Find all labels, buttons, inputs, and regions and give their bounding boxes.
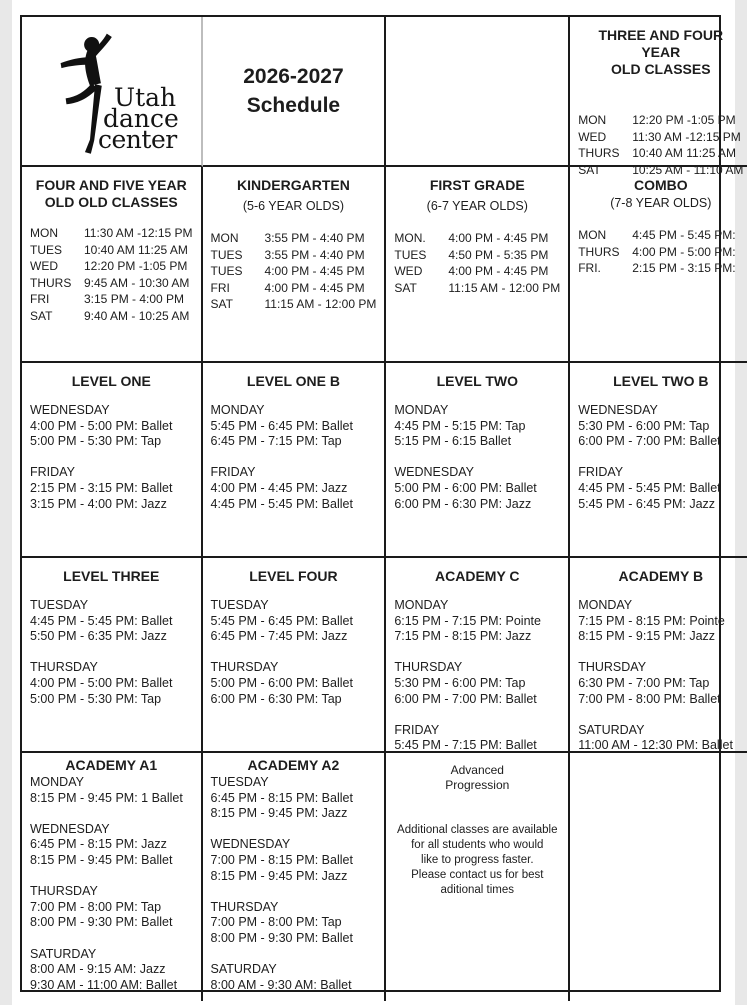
schedule-line: 8:00 AM - 9:30 AM: Ballet bbox=[210, 977, 352, 992]
advanced-title bbox=[388, 763, 566, 793]
cell-title: ACADEMY B bbox=[618, 568, 704, 584]
blank-line bbox=[394, 645, 560, 661]
entry-day: TUES bbox=[210, 247, 243, 262]
blank-line bbox=[30, 645, 193, 661]
cell-title bbox=[578, 27, 743, 78]
cell-title: LEVEL FOUR bbox=[249, 568, 338, 584]
entry-day: SAT bbox=[394, 280, 417, 295]
schedule-line: 4:45 PM - 5:15 PM: Tap bbox=[394, 418, 526, 433]
schedule-line: 7:15 PM - 8:15 PM: Pointe bbox=[578, 613, 725, 628]
schedule-line: THURSDAY bbox=[30, 660, 98, 675]
schedule-line: 8:15 PM - 9:45 PM: 1 Ballet bbox=[30, 790, 183, 805]
cell-logo bbox=[22, 17, 203, 167]
schedule-entry bbox=[578, 260, 743, 277]
entry-day: TUES bbox=[394, 247, 427, 262]
cell-level-one bbox=[22, 363, 203, 558]
schedule-entry bbox=[578, 227, 743, 244]
entry-time: 4:45 PM - 5:45 PM: bbox=[632, 228, 736, 242]
schedule-line: 5:30 PM - 6:00 PM: Tap bbox=[578, 418, 710, 433]
schedule-entry bbox=[211, 230, 377, 247]
cell-kindergarten bbox=[203, 167, 387, 363]
entry-day: TUES bbox=[210, 264, 243, 278]
entry-day: MON bbox=[578, 228, 607, 242]
level-two-lines bbox=[394, 403, 560, 512]
schedule-entry bbox=[211, 296, 377, 313]
schedule-line: 4:00 PM - 4:45 PM: Jazz bbox=[210, 480, 348, 495]
schedule-line: 4:45 PM - 5:45 PM: Ballet bbox=[210, 496, 353, 511]
title-line: FOUR AND FIVE YEAR bbox=[35, 177, 187, 193]
brand-line: dance bbox=[103, 104, 179, 133]
entry-time: 4:50 PM - 5:35 PM bbox=[448, 247, 549, 262]
schedule-line: 8:15 PM - 9:45 PM: Ballet bbox=[30, 852, 173, 867]
cell-level-two bbox=[386, 363, 570, 558]
schedule-line: 5:45 PM - 6:45 PM: Ballet bbox=[210, 418, 353, 433]
schedule-entry bbox=[394, 263, 560, 280]
entry-day: FRI bbox=[30, 292, 50, 306]
schedule-entry bbox=[578, 145, 743, 162]
entry-day: WED bbox=[394, 264, 423, 278]
schedule-line: 2:15 PM - 3:15 PM: Ballet bbox=[30, 480, 173, 495]
schedule-line: 6:15 PM - 7:15 PM: Pointe bbox=[394, 613, 541, 628]
cell-title: LEVEL ONE B bbox=[246, 373, 340, 389]
cell-title bbox=[30, 177, 193, 211]
entry-day: SAT bbox=[210, 297, 233, 311]
schedule-line: like to progress faster. bbox=[421, 854, 534, 866]
schedule-line: WEDNESDAY bbox=[394, 465, 474, 480]
schedule-entry bbox=[578, 112, 743, 129]
entry-time: 10:25 AM - 11:10 AM bbox=[632, 162, 744, 177]
cell-level-three bbox=[22, 558, 203, 753]
level-one-lines bbox=[30, 403, 193, 512]
cell-four-five-year bbox=[22, 167, 203, 363]
schedule-line: 7:15 PM - 8:15 PM: Jazz bbox=[394, 629, 532, 644]
schedule-entry bbox=[578, 244, 743, 261]
schedule-line: WEDNESDAY bbox=[30, 821, 110, 836]
cell-title: LEVEL ONE bbox=[71, 373, 151, 389]
entry-time: 3:15 PM - 4:00 PM bbox=[84, 292, 185, 306]
entry-day: MON. bbox=[394, 231, 426, 245]
schedule-line: FRIDAY bbox=[210, 465, 256, 480]
cell-subtitle: (7-8 YEAR OLDS) bbox=[610, 196, 712, 210]
schedule-line: TUESDAY bbox=[210, 775, 269, 789]
cell-combo bbox=[570, 167, 747, 363]
schedule-grid bbox=[20, 15, 744, 992]
blank-line bbox=[578, 707, 743, 723]
blank-line bbox=[30, 806, 193, 822]
entry-time: 4:00 PM - 4:45 PM bbox=[448, 231, 549, 245]
schedule-line: 9:30 AM - 11:00 AM: Ballet bbox=[30, 977, 178, 992]
blank-line bbox=[211, 645, 377, 661]
entry-time: 11:15 AM - 12:00 PM bbox=[448, 280, 561, 295]
schedule-line: THURSDAY bbox=[578, 660, 647, 675]
schedule-line: WEDNESDAY bbox=[210, 837, 291, 852]
schedule-line: 6:45 PM - 8:15 PM: Ballet bbox=[210, 790, 353, 805]
entry-day: WED bbox=[30, 259, 58, 273]
cell-main-title bbox=[203, 17, 387, 167]
schedule-line: 5:00 PM - 5:30 PM: Tap bbox=[30, 691, 162, 706]
level-two-b-lines bbox=[578, 403, 743, 512]
schedule-line: Additional classes are available bbox=[397, 824, 558, 836]
cell-title: LEVEL THREE bbox=[63, 568, 160, 584]
entry-time: 4:00 PM - 4:45 PM bbox=[264, 264, 365, 278]
entry-day: FRI bbox=[210, 280, 230, 295]
schedule-line: 6:00 PM - 7:00 PM: Ballet bbox=[394, 691, 537, 706]
entry-time: 4:00 PM - 5:00 PM: bbox=[632, 244, 736, 259]
entry-day: FRI. bbox=[578, 261, 601, 275]
entry-time: 3:55 PM - 4:40 PM bbox=[264, 231, 365, 245]
entry-time: 12:20 PM -1:05 PM bbox=[632, 113, 736, 127]
schedule-entry bbox=[394, 247, 560, 264]
entry-day: THURS bbox=[578, 146, 620, 160]
schedule-line: 5:00 PM - 6:00 PM: Ballet bbox=[210, 675, 353, 690]
cell-title: FIRST GRADE bbox=[429, 177, 525, 193]
brand-line: center bbox=[98, 125, 177, 154]
blank-line bbox=[211, 947, 377, 963]
page-title bbox=[243, 62, 343, 120]
four-five-entries bbox=[30, 225, 193, 324]
schedule-line: 5:45 PM - 6:45 PM: Ballet bbox=[210, 613, 353, 628]
schedule-entry bbox=[394, 230, 560, 247]
cell-title: COMBO bbox=[633, 177, 688, 193]
entry-day: MON bbox=[578, 113, 607, 127]
schedule-line: 5:45 PM - 7:15 PM: Ballet bbox=[394, 738, 537, 753]
entry-time: 3:55 PM - 4:40 PM bbox=[264, 247, 365, 262]
schedule-line: 4:45 PM - 5:45 PM: Ballet bbox=[578, 480, 721, 495]
schedule-line: 5:50 PM - 6:35 PM: Jazz bbox=[30, 629, 167, 644]
entry-day: THURS bbox=[578, 244, 620, 259]
schedule-line: 8:15 PM - 9:45 PM: Jazz bbox=[210, 806, 348, 821]
entry-time: 10:40 AM 11:25 AM bbox=[632, 146, 737, 160]
blank-line bbox=[30, 450, 193, 466]
schedule-entry bbox=[211, 280, 377, 297]
cell-level-two-b bbox=[570, 363, 747, 558]
entry-time: 11:30 AM -12:15 PM bbox=[84, 226, 193, 240]
blank-line bbox=[30, 869, 193, 885]
title-line: Progression bbox=[445, 778, 510, 792]
schedule-line: FRIDAY bbox=[394, 722, 440, 737]
cell-academy-b bbox=[570, 558, 747, 753]
cell-first-grade bbox=[386, 167, 570, 363]
brand-line: Utah bbox=[114, 83, 177, 112]
schedule-line: MONDAY bbox=[30, 775, 84, 789]
page-title-line1: 2026-2027 bbox=[243, 65, 344, 88]
schedule-line: 5:00 PM - 6:00 PM: Ballet bbox=[394, 480, 537, 495]
schedule-line: TUESDAY bbox=[210, 598, 269, 612]
schedule-line: MONDAY bbox=[578, 598, 633, 612]
schedule-line: 8:00 PM - 9:30 PM: Ballet bbox=[210, 930, 353, 945]
entry-day: TUES bbox=[30, 242, 63, 257]
schedule-line: 11:00 AM - 12:30 PM: Ballet bbox=[578, 738, 733, 753]
blank-line bbox=[211, 822, 377, 838]
schedule-line: SATURDAY bbox=[578, 722, 645, 737]
entry-day: SAT bbox=[30, 308, 53, 323]
schedule-entry bbox=[578, 129, 743, 146]
cell-level-one-b bbox=[203, 363, 387, 558]
entry-day: SAT bbox=[578, 162, 601, 177]
entry-day: MON bbox=[210, 231, 239, 245]
entry-time: 9:45 AM - 10:30 AM bbox=[84, 275, 190, 290]
schedule-line: 5:15 PM - 6:15 Ballet bbox=[394, 434, 512, 449]
schedule-line: 8:00 AM - 9:15 AM: Jazz bbox=[30, 962, 166, 977]
entry-time: 9:40 AM - 10:25 AM bbox=[84, 308, 190, 323]
schedule-line: MONDAY bbox=[394, 598, 449, 612]
schedule-line: THURSDAY bbox=[30, 884, 98, 899]
schedule-line: 7:00 PM - 8:15 PM: Ballet bbox=[210, 852, 353, 867]
schedule-line: 6:45 PM - 8:15 PM: Jazz bbox=[30, 837, 167, 852]
schedule-line: 7:00 PM - 8:00 PM: Tap bbox=[210, 915, 342, 930]
schedule-line: WEDNESDAY bbox=[30, 403, 110, 417]
schedule-line: 5:30 PM - 6:00 PM: Tap bbox=[394, 675, 526, 690]
schedule-line: 7:00 PM - 8:00 PM: Tap bbox=[30, 899, 162, 914]
schedule-line: 6:30 PM - 7:00 PM: Tap bbox=[578, 675, 710, 690]
schedule-entry bbox=[30, 291, 193, 308]
schedule-line: 4:00 PM - 5:00 PM: Ballet bbox=[30, 675, 173, 690]
entry-day: THURS bbox=[30, 275, 72, 290]
schedule-line: SATURDAY bbox=[30, 946, 97, 961]
cell-subtitle: (5-6 YEAR OLDS) bbox=[242, 199, 345, 213]
schedule-line: 4:45 PM - 5:45 PM: Ballet bbox=[30, 613, 173, 628]
entry-day: WED bbox=[578, 129, 607, 144]
schedule-line: 6:45 PM - 7:45 PM: Jazz bbox=[210, 629, 348, 644]
schedule-sheet bbox=[12, 0, 744, 1005]
schedule-line: 3:15 PM - 4:00 PM: Jazz bbox=[30, 496, 167, 511]
cell-level-four bbox=[203, 558, 387, 753]
schedule-line: TUESDAY bbox=[30, 598, 89, 612]
schedule-line: aditional times bbox=[440, 884, 515, 896]
schedule-line: THURSDAY bbox=[394, 660, 463, 675]
cell-title: ACADEMY A2 bbox=[247, 757, 340, 773]
kindergarten-entries bbox=[211, 230, 377, 313]
entry-time: 4:00 PM - 4:45 PM bbox=[448, 264, 549, 278]
schedule-line: WEDNESDAY bbox=[578, 403, 658, 417]
schedule-line: for all students who would bbox=[411, 839, 544, 851]
schedule-entry bbox=[211, 263, 377, 280]
schedule-entry bbox=[394, 280, 560, 297]
cell-academy-a2 bbox=[203, 753, 387, 1001]
blank-line bbox=[394, 707, 560, 723]
schedule-line: FRIDAY bbox=[30, 465, 75, 480]
cell-three-four-year bbox=[570, 17, 747, 177]
academy-c-lines bbox=[394, 598, 560, 754]
academy-a2-lines bbox=[211, 775, 377, 993]
schedule-entry bbox=[30, 275, 193, 292]
level-three-lines bbox=[30, 598, 193, 707]
blank-line bbox=[578, 645, 743, 661]
cell-title: KINDERGARTEN bbox=[237, 177, 350, 193]
schedule-line: 8:15 PM - 9:45 PM: Jazz bbox=[210, 868, 348, 883]
schedule-line: FRIDAY bbox=[578, 465, 624, 480]
schedule-line: 8:00 PM - 9:30 PM: Ballet bbox=[30, 915, 173, 930]
schedule-line: 5:45 PM - 6:45 PM: Jazz bbox=[578, 496, 716, 511]
combo-entries bbox=[578, 227, 743, 277]
schedule-line: THURSDAY bbox=[210, 899, 279, 914]
blank-line bbox=[30, 931, 193, 947]
schedule-line: 6:00 PM - 6:30 PM: Jazz bbox=[394, 496, 532, 511]
entry-time: 2:15 PM - 3:15 PM: bbox=[632, 261, 736, 275]
entry-day: MON bbox=[30, 226, 58, 240]
first-grade-entries bbox=[394, 230, 560, 296]
cell-title: ACADEMY A1 bbox=[65, 757, 158, 773]
cell-academy-c bbox=[386, 558, 570, 753]
entry-time: 10:40 AM 11:25 AM bbox=[84, 242, 188, 257]
cell-advanced-progression bbox=[386, 753, 570, 1001]
cell-title: LEVEL TWO bbox=[436, 373, 518, 389]
schedule-entry bbox=[30, 225, 193, 242]
academy-a1-lines bbox=[30, 775, 193, 993]
schedule-entry bbox=[30, 242, 193, 259]
schedule-line: 6:00 PM - 6:30 PM: Tap bbox=[210, 691, 342, 706]
schedule-entry bbox=[30, 308, 193, 325]
schedule-line: 6:00 PM - 7:00 PM: Ballet bbox=[578, 434, 721, 449]
cell-academy-a1 bbox=[22, 753, 203, 1001]
cell-subtitle: (6-7 YEAR OLDS) bbox=[426, 199, 528, 213]
schedule-entry bbox=[211, 247, 377, 264]
schedule-line: THURSDAY bbox=[210, 660, 279, 675]
brand-wordmark bbox=[98, 83, 179, 154]
entry-time: 4:00 PM - 4:45 PM bbox=[264, 280, 365, 295]
cell-empty-top bbox=[386, 17, 570, 167]
schedule-line: Please contact us for best bbox=[411, 869, 544, 881]
schedule-line: 5:00 PM - 5:30 PM: Tap bbox=[30, 434, 162, 449]
schedule-line: MONDAY bbox=[210, 403, 265, 417]
schedule-line: SATURDAY bbox=[210, 962, 277, 977]
level-four-lines bbox=[211, 598, 377, 707]
blank-line bbox=[211, 450, 377, 466]
academy-b-lines bbox=[578, 598, 743, 754]
schedule-entry bbox=[30, 258, 193, 275]
schedule-line: 8:15 PM - 9:15 PM: Jazz bbox=[578, 629, 716, 644]
schedule-line: 6:45 PM - 7:15 PM: Tap bbox=[210, 434, 342, 449]
title-line: THREE AND FOUR YEAR bbox=[598, 27, 724, 60]
blank-line bbox=[578, 450, 743, 466]
advanced-body bbox=[388, 823, 566, 898]
entry-time: 11:15 AM - 12:00 PM bbox=[264, 297, 377, 311]
entry-time: 11:30 AM -12:15 PM bbox=[632, 129, 741, 144]
schedule-line: 4:00 PM - 5:00 PM: Ballet bbox=[30, 418, 173, 433]
schedule-line: 7:00 PM - 8:00 PM: Ballet bbox=[578, 691, 721, 706]
cell-title: LEVEL TWO B bbox=[613, 373, 709, 389]
level-one-b-lines bbox=[211, 403, 377, 512]
cell-empty-bottom bbox=[570, 753, 747, 1001]
page-title-line2: Schedule bbox=[246, 94, 341, 117]
cell-title: ACADEMY C bbox=[435, 568, 520, 584]
title-line: Advanced bbox=[450, 763, 504, 777]
entry-time: 12:20 PM -1:05 PM bbox=[84, 259, 188, 273]
title-line: OLD OLD CLASSES bbox=[44, 194, 178, 210]
title-line: OLD CLASSES bbox=[611, 61, 711, 77]
blank-line bbox=[394, 450, 560, 466]
blank-line bbox=[211, 884, 377, 900]
schedule-line: MONDAY bbox=[394, 403, 449, 417]
